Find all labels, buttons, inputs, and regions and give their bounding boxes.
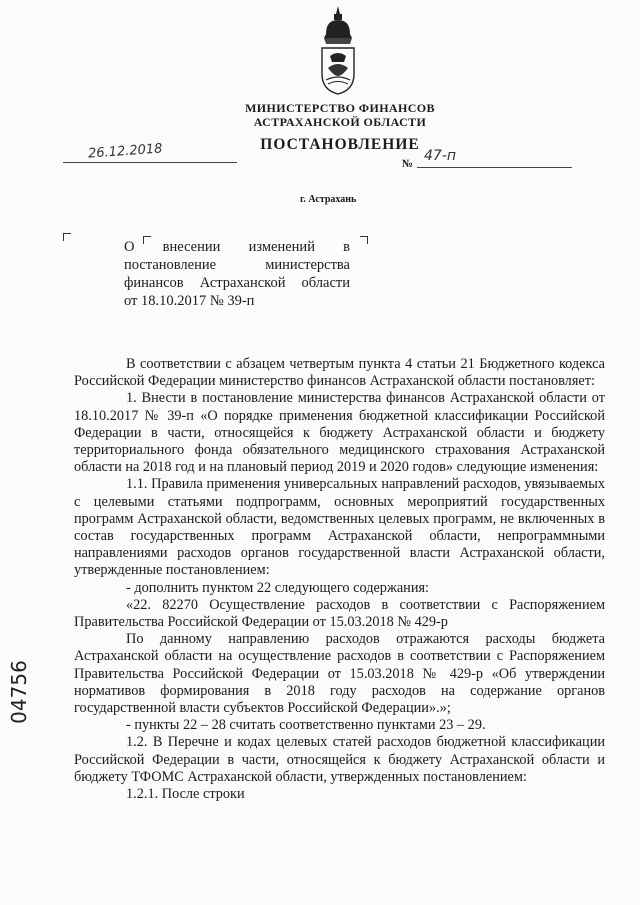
coat-of-arms-emblem	[316, 4, 360, 96]
body-paragraph: 1.1. Правила применения универсальных направлений расходов, увязываемых с целевыми статьями подпрограмм, основных мероприятий государственных программ Астраханской области, ведомственных целевых программ, не включенных в состав государственных программ Астраханской области, непрограммными направлениями расходов органов государственной власти Астраханской области, утвержденные постановлением:	[74, 476, 605, 579]
corner-bracket-right	[360, 236, 368, 244]
date-underline	[63, 162, 237, 163]
subject-line: финансов Астраханской области	[124, 275, 350, 291]
handwritten-date: 26.12.2018	[87, 141, 163, 162]
body-paragraph: В соответствии с абзацем четвертым пункта 4 статьи 21 Бюджетного кодекса Российской Федерации министерство финансов Астраханской области постановляет:	[74, 356, 605, 390]
body-paragraph: 1. Внести в постановление министерства финансов Астраханской области от 18.10.2017 № 39-п «О порядке применения бюджетной классификации Российской Федерации в части, относящейся к бюджету Астраханской области и бюджету территориального фонда обязательного медицинского страхования Астраханской области на 2018 год и на плановый период 2019 и 2020 годов» следующие изменения:	[74, 390, 605, 476]
corner-bracket-left	[63, 233, 71, 241]
body-paragraph: - дополнить пунктом 22 следующего содержания:	[126, 579, 430, 596]
document-type-title: ПОСТАНОВЛЕНИЕ	[260, 136, 420, 153]
handwritten-number: 47-п	[424, 148, 457, 164]
subject-line: О внесении изменений в	[124, 239, 350, 255]
stamp-number-text: 04756	[7, 660, 31, 724]
subject-line: от 18.10.2017 № 39-п	[124, 293, 255, 309]
ministry-name	[150, 101, 530, 129]
number-underline	[417, 167, 572, 168]
document-body	[74, 356, 605, 803]
body-paragraph: По данному направлению расходов отражаются расходы бюджета Астраханской области на осуществление расходов в соответствии с Распоряжением Правительства Российской Федерации от 15.03.2018 № 429-р «Об утверждении нормативов формирования в 2018 году расходов на содержание органов государственной власти субъектов Российской Федерации».»;	[74, 631, 605, 717]
body-paragraph: «22. 82270 Осуществление расходов в соответствии с Распоряжением Правительства Российской Федерации от 15.03.2018 № 429-р	[74, 596, 605, 631]
city-label: г. Астрахань	[300, 194, 357, 205]
body-paragraph: - пункты 22 – 28 считать соответственно пунктами 23 – 29.	[126, 717, 486, 734]
ministry-line-2: АСТРАХАНСКОЙ ОБЛАСТИ	[253, 115, 427, 129]
body-paragraph: 1.2.1. После строки	[126, 786, 245, 803]
registration-stamp-number	[4, 658, 34, 728]
ministry-line-1: МИНИСТЕРСТВО ФИНАНСОВ	[245, 101, 435, 115]
document-subject	[124, 238, 350, 310]
number-sign: №	[402, 158, 414, 170]
body-paragraph: 1.2. В Перечне и кодах целевых статей расходов бюджетной классификации Российской Федерации в части, относящейся к бюджету Астраханской области и бюджету ТФОМС Астраханской области, утвержденных постановлением:	[74, 734, 605, 785]
subject-line: постановление министерства	[124, 257, 350, 273]
